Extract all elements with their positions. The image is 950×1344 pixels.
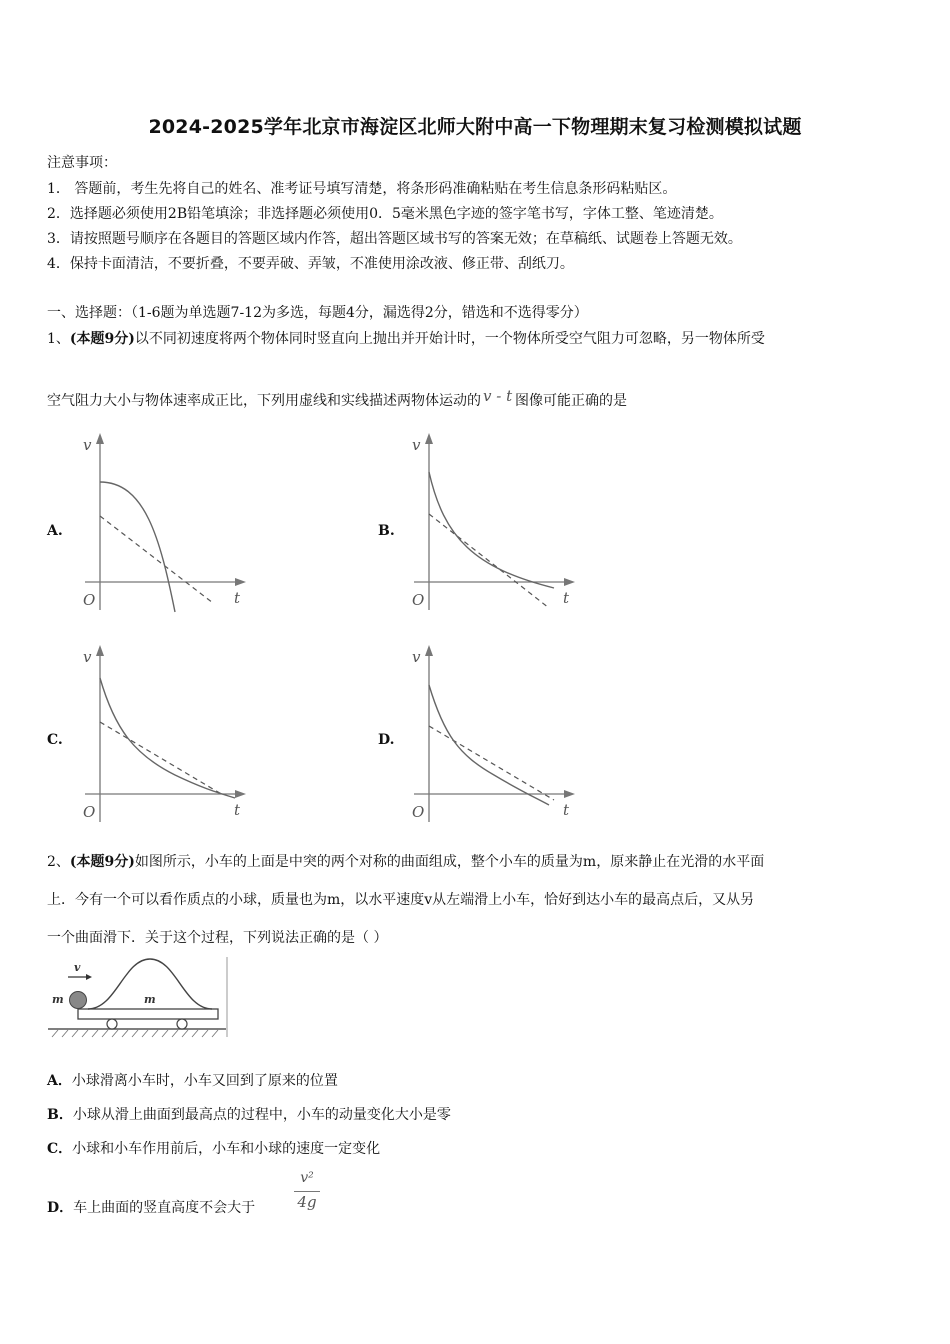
cart-wheel-right — [177, 1019, 187, 1029]
solid-curve — [429, 472, 554, 588]
fraction-bar — [294, 1191, 320, 1192]
question-number: 1、 — [47, 331, 70, 347]
notice-item-4: 4．保持卡面清洁，不要折叠，不要弄破、弄皱，不准使用涂改液、修正带、刮纸刀。 — [47, 256, 574, 272]
q2-option-c — [47, 1138, 380, 1158]
notice-heading: 注意事项： — [47, 155, 117, 171]
question-text: 如图所示，小车的上面是中突的两个对称的曲面组成，整个小车的质量为m，原来静止在光滑的水平面 — [134, 854, 765, 870]
q2-option-a — [47, 1070, 338, 1090]
option-label: C． — [47, 1141, 73, 1157]
option-label: D． — [47, 1200, 74, 1216]
t-axis-arrow-icon — [564, 790, 575, 798]
option-text: 小球滑离小车时，小车又回到了原来的位置 — [71, 1073, 338, 1089]
option-d-label: D. — [378, 732, 395, 748]
option-b-label: B. — [378, 523, 395, 539]
cart-mass-label: m — [144, 993, 156, 1006]
v-axis-arrow-icon — [425, 645, 433, 656]
axis-v-label: v — [83, 648, 92, 666]
notice-item-3: 3．请按照题号顺序在各题目的答题区域内作答，超出答题区域书写的答案无效；在草稿纸、试题卷上答题无效。 — [47, 231, 742, 247]
axis-v-label: v — [412, 648, 421, 666]
option-c-label: C. — [47, 732, 63, 748]
axis-v-label: v — [83, 436, 92, 454]
axis-t-label: t — [234, 801, 241, 819]
axis-origin-label: O — [412, 591, 425, 609]
dashed-line — [100, 722, 223, 795]
v-axis-arrow-icon — [96, 645, 104, 656]
cart-figure — [46, 955, 230, 1039]
q2-option-d — [47, 1197, 255, 1217]
option-label: A． — [47, 1073, 72, 1089]
v-axis-arrow-icon — [96, 433, 104, 444]
option-text: 小球从滑上曲面到最高点的过程中，小车的动量变化大小是零 — [72, 1107, 451, 1123]
axis-origin-label: O — [83, 591, 96, 609]
option-a-label: A. — [47, 523, 63, 539]
question-score: (本题9分) — [69, 854, 135, 870]
fraction-numerator: v² — [300, 1170, 314, 1186]
axis-origin-label: O — [412, 803, 425, 821]
notice-item-2: 2．选择题必须使用2B铅笔填涂；非选择题必须使用0．5毫米黑色字迹的签字笔书写，字体工整、笔迹清楚。 — [47, 206, 723, 222]
question-text: 空气阻力大小与物体速率成正比，下列用虚线和实线描述两物体运动的 — [47, 393, 481, 409]
question-2-line-1 — [47, 851, 764, 871]
axis-t-label: t — [563, 801, 570, 819]
fraction-denominator: 4g — [297, 1193, 317, 1211]
dashed-line — [429, 726, 554, 800]
graph-c — [75, 640, 255, 830]
question-2-line-3: 一个曲面滑下．关于这个过程，下列说法正确的是（ ） — [47, 930, 388, 946]
axis-t-label: t — [563, 589, 570, 607]
question-text: 图像可能正确的是 — [515, 393, 627, 409]
ball-mass-label: m — [52, 993, 64, 1006]
fraction-v2-over-4g — [294, 1170, 320, 1211]
question-text: 以不同初速度将两个物体同时竖直向上抛出并开始计时，一个物体所受空气阻力可忽略，另一物体所受 — [134, 331, 765, 347]
velocity-label: v — [74, 961, 81, 974]
option-text: 车上曲面的竖直高度不会大于 — [73, 1200, 256, 1216]
dashed-line — [100, 516, 213, 603]
t-axis-arrow-icon — [235, 578, 246, 586]
t-axis-arrow-icon — [235, 790, 246, 798]
axis-t-label: t — [234, 589, 241, 607]
solid-curve — [100, 482, 175, 612]
option-label: B． — [47, 1107, 73, 1123]
question-1-line-2: 空气阻力大小与物体速率成正比，下列用虚线和实线描述两物体运动的 v - t 图像可能正确的是 — [47, 387, 627, 409]
axis-v-label: v — [412, 436, 421, 454]
velocity-arrow-icon — [86, 974, 92, 980]
question-1-line-1 — [47, 328, 765, 348]
section-heading: 一、选择题：（1-6题为单选题7-12为多选，每题4分，漏选得2分，错选和不选得零分） — [47, 305, 588, 321]
v-axis-arrow-icon — [425, 433, 433, 444]
notice-item-1: 1． 答题前，考生先将自己的姓名、准考证号填写清楚，将条形码准确粘贴在考生信息条形码粘贴区。 — [47, 181, 677, 197]
question-2-line-2: 上．今有一个可以看作质点的小球，质量也为m，以水平速度v从左端滑上小车，恰好到达小车的最高点后，又从另 — [47, 892, 755, 908]
axis-origin-label: O — [83, 803, 96, 821]
cart-wheel-left — [107, 1019, 117, 1029]
page-title: 2024-2025学年北京市海淀区北师大附中高一下物理期末复习检测模拟试题 — [148, 116, 802, 138]
option-text: 小球和小车作用前后，小车和小球的速度一定变化 — [72, 1141, 381, 1157]
q2-option-b — [47, 1104, 451, 1124]
question-score: (本题9分) — [69, 331, 135, 347]
graph-a — [75, 428, 255, 618]
ground-hatching — [52, 1030, 218, 1037]
graph-b — [404, 428, 584, 618]
question-number: 2、 — [47, 854, 70, 870]
dashed-line — [429, 514, 549, 608]
cart-body — [78, 1009, 218, 1019]
ball — [70, 992, 87, 1009]
t-axis-arrow-icon — [564, 578, 575, 586]
solid-curve — [100, 678, 235, 798]
graph-d — [404, 640, 584, 830]
